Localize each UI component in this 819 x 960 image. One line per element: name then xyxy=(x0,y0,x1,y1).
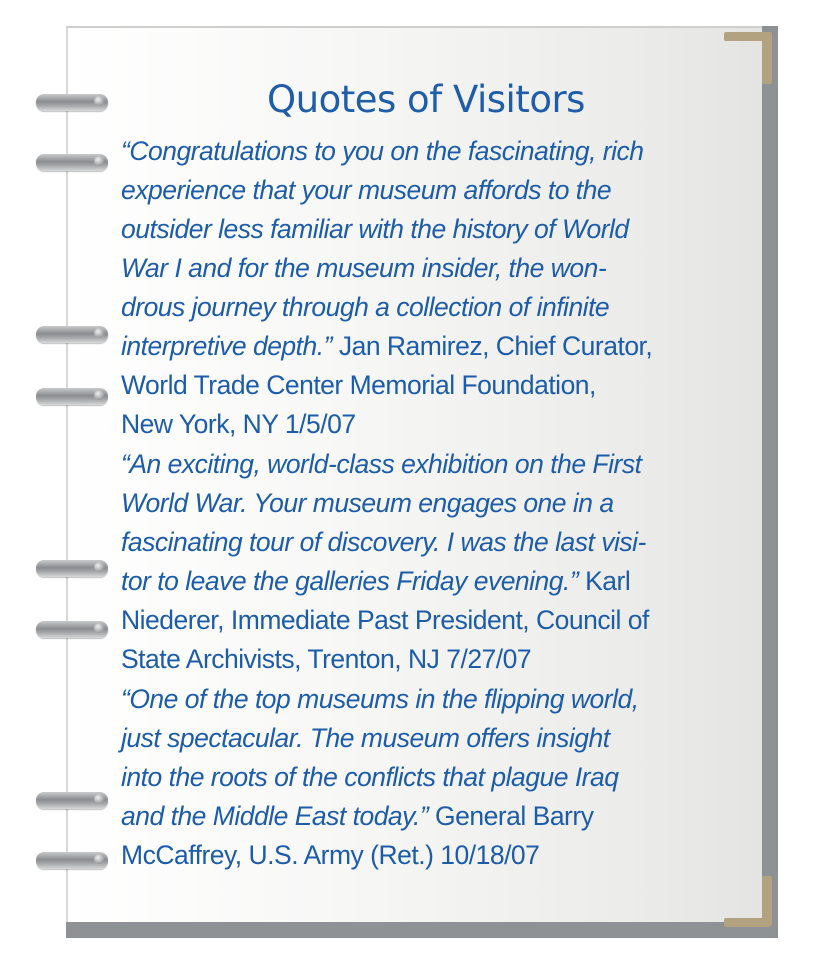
quote-line xyxy=(121,640,759,679)
quote-attribution: Niederer, Immediate Past President, Council of xyxy=(121,605,649,635)
quote-line xyxy=(121,249,759,288)
quote-text: fascinating tour of discovery. I was the last visi- xyxy=(121,527,646,557)
visitor-quote xyxy=(121,132,759,444)
quote-text: drous journey through a collection of infinite xyxy=(121,292,610,322)
quote-line xyxy=(121,601,759,640)
binder-ring xyxy=(36,852,108,869)
quote-line xyxy=(121,445,759,484)
quote-line xyxy=(121,836,759,875)
quote-text: World War. Your museum engages one in a xyxy=(121,488,614,518)
quote-attribution: Jan Ramirez, Chief Curator, xyxy=(331,331,653,361)
binder-ring xyxy=(36,560,108,577)
quote-text: “One of the top museums in the flipping world, xyxy=(121,684,639,714)
visitor-quote xyxy=(121,445,759,679)
quote-text: and the Middle East today.” xyxy=(121,801,429,831)
quote-text: outsider less familiar with the history of World xyxy=(121,214,629,244)
quote-line xyxy=(121,366,759,405)
quote-attribution: General Barry xyxy=(428,801,594,831)
quote-text: “Congratulations to you on the fascinating, rich xyxy=(121,136,644,166)
quote-text: “An exciting, world-class exhibition on the First xyxy=(121,449,642,479)
quote-text: into the roots of the conflicts that plague Iraq xyxy=(121,762,619,792)
corner-tab-top-right-vertical xyxy=(762,32,772,84)
quote-text: interpretive depth.” xyxy=(121,331,332,361)
page-title: Quotes of Visitors xyxy=(267,78,585,121)
quote-line xyxy=(121,562,759,601)
quote-line xyxy=(121,288,759,327)
binder-ring xyxy=(36,388,108,405)
quote-text: just spectacular. The museum offers insight xyxy=(121,723,610,753)
quote-attribution: New York, NY 1/5/07 xyxy=(121,409,356,439)
quote-line xyxy=(121,327,759,366)
binder-ring xyxy=(36,326,108,343)
quote-line xyxy=(121,523,759,562)
quote-line xyxy=(121,758,759,797)
quote-text: War I and for the museum insider, the won- xyxy=(121,253,607,283)
quote-text: tor to leave the galleries Friday evening.” xyxy=(121,566,579,596)
binder-ring xyxy=(36,621,108,638)
quote-attribution: World Trade Center Memorial Foundation, xyxy=(121,370,596,400)
binder-ring xyxy=(36,154,108,171)
quotes-list xyxy=(121,132,759,876)
quote-attribution: Karl xyxy=(578,566,631,596)
quote-line xyxy=(121,680,759,719)
visitor-quote xyxy=(121,680,759,875)
quote-line xyxy=(121,210,759,249)
quote-text: experience that your museum affords to the xyxy=(121,175,612,205)
quote-line xyxy=(121,405,759,444)
quote-attribution: McCaffrey, U.S. Army (Ret.) 10/18/07 xyxy=(121,840,540,870)
corner-tab-bottom-right-vertical xyxy=(762,876,772,926)
quote-line xyxy=(121,171,759,210)
quote-line xyxy=(121,797,759,836)
binder-ring xyxy=(36,792,108,809)
quote-line xyxy=(121,484,759,523)
quote-line xyxy=(121,132,759,171)
quote-line xyxy=(121,719,759,758)
quote-attribution: State Archivists, Trenton, NJ 7/27/07 xyxy=(121,644,532,674)
